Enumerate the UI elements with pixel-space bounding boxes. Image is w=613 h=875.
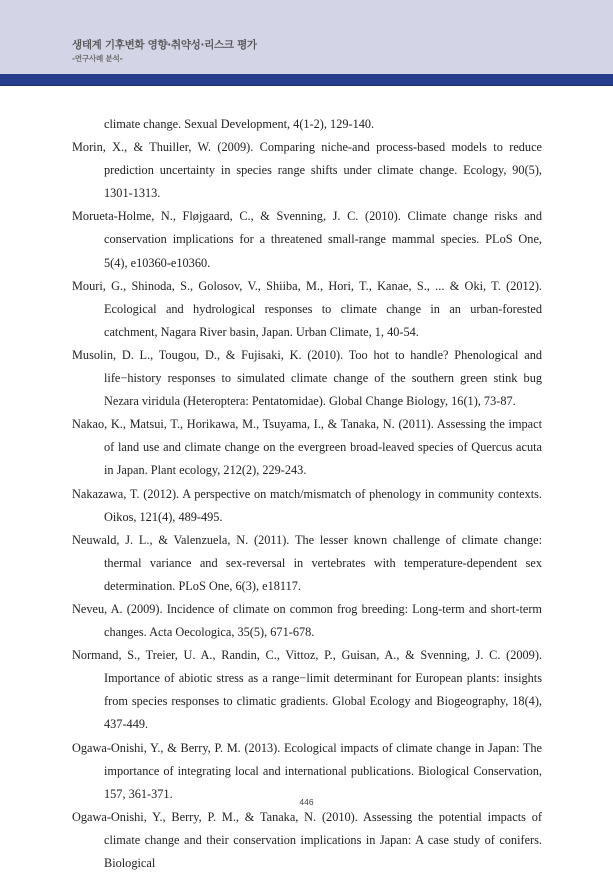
reference-entry: Nakao, K., Matsui, T., Horikawa, M., Tsuyama, I., & Tanaka, N. (2011). Assessing the impact of land use and climate change on the evergreen broad-leaved species of Quercus acuta in Japan. Plant ecology, 212(2), 229-243. bbox=[72, 417, 542, 478]
running-header-subtitle: -연구사례 분석- bbox=[72, 54, 123, 63]
reference-entry: Musolin, D. L., Tougou, D., & Fujisaki, K. (2010). Too hot to handle? Phenological and life−history responses to simulated climate change of the southern green stink bug Nezara viridula (Heteroptera: Pentatomidae). Global Change Biology, 16(1), 73-87. bbox=[72, 347, 542, 409]
reference-list bbox=[72, 113, 542, 875]
header-accent-stripe bbox=[0, 74, 613, 86]
running-header-title: 생태계 기후변화 영향·취약성·리스크 평가 bbox=[72, 39, 257, 51]
reference-entry: Morin, X., & Thuiller, W. (2009). Comparing niche-and process-based models to reduce prediction uncertainty in species range shifts under climate change. Ecology, 90(5), 1301-1313. bbox=[72, 140, 542, 201]
reference-entry: climate change. Sexual Development, 4(1-2), 129-140. bbox=[104, 117, 375, 131]
reference-entry: Ogawa-Onishi, Y., & Berry, P. M. (2013). Ecological impacts of climate change in Japan: The importance of integrating local and international publications. Biological Conservation, 157, 361-371. bbox=[72, 740, 542, 801]
reference-entry: Nakazawa, T. (2012). A perspective on match/mismatch of phenology in community contexts. Oikos, 121(4), 489-495. bbox=[72, 486, 542, 524]
reference-entry: Ogawa-Onishi, Y., Berry, P. M., & Tanaka, N. (2010). Assessing the potential impacts of climate change and their conservation implications in Japan: A case study of conifers. Biological bbox=[72, 809, 542, 870]
reference-entry: Neuwald, J. L., & Valenzuela, N. (2011). The lesser known challenge of climate change: thermal variance and sex-reversal in vertebrates with temperature-dependent sex determination. PLoS One, 6(3), e18117. bbox=[72, 532, 542, 593]
reference-entry: Neveu, A. (2009). Incidence of climate on common frog breeding: Long-term and short-term changes. Acta Oecologica, 35(5), 671-678. bbox=[72, 601, 542, 640]
reference-entry: Normand, S., Treier, U. A., Randin, C., Vittoz, P., Guisan, A., & Svenning, J. C. (2009). Importance of abiotic stress as a range−limit determinant for European plants: insights from species responses to climatic gradients. Global Ecology and Biogeography, 18(4), 437-449. bbox=[72, 648, 542, 732]
reference-entry: Mouri, G., Shinoda, S., Golosov, V., Shiiba, M., Hori, T., Kanae, S., ... & Oki, T. (2012). Ecological and hydrological responses to climate change in an urban-forested catchment, Nagara River basin, Japan. Urban Climate, 1, 40-54. bbox=[72, 278, 542, 339]
reference-entry: Morueta-Holme, N., Fløjgaard, C., & Svenning, J. C. (2010). Climate change risks and conservation implications for a threatened small-range mammal species. PLoS One, 5(4), e10360-e10360. bbox=[72, 209, 542, 270]
page-number: 446 bbox=[299, 797, 314, 807]
header-band bbox=[0, 0, 613, 74]
